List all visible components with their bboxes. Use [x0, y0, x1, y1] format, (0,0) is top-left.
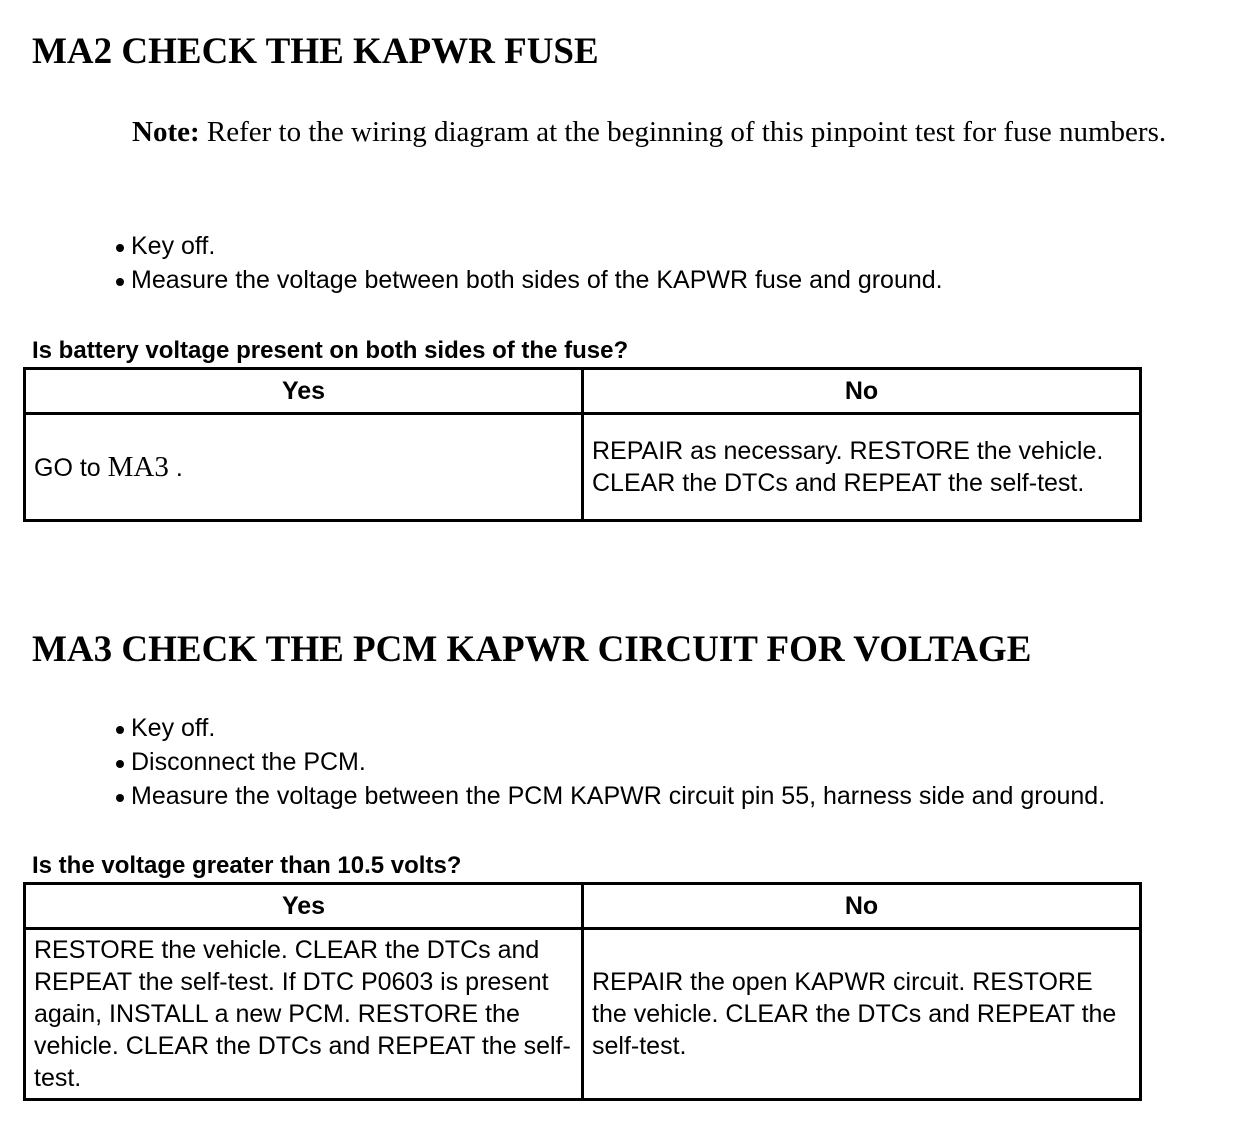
ma3-no-cell: REPAIR the open KAPWR circuit. RESTORE the vehicle. CLEAR the DTCs and REPEAT the self-test. [583, 929, 1141, 1100]
ma3-result-table [23, 882, 1142, 1101]
ma2-step-key-off: Key off. [114, 229, 943, 263]
ma3-link[interactable]: MA3 [107, 450, 169, 483]
no-header: No [583, 369, 1141, 414]
table-row [25, 929, 1141, 1100]
ma2-question: Is battery voltage present on both sides of the fuse? [32, 337, 629, 364]
note-text: Refer to the wiring diagram at the beginning of this pinpoint test for fuse numbers. [199, 116, 1167, 148]
yes-suffix: . [168, 453, 183, 482]
no-header: No [583, 884, 1141, 929]
table-row [25, 414, 1141, 521]
ma3-heading: MA3 CHECK THE PCM KAPWR CIRCUIT FOR VOLTAGE [32, 629, 1032, 670]
table-header-row [25, 369, 1141, 414]
ma3-question: Is the voltage greater than 10.5 volts? [32, 852, 462, 879]
ma3-yes-cell: RESTORE the vehicle. CLEAR the DTCs and REPEAT the self-test. If DTC P0603 is present again, INSTALL a new PCM. RESTORE the vehicle. CLEAR the DTCs and REPEAT the self-test. [25, 929, 583, 1100]
yes-prefix: GO to [34, 453, 108, 482]
ma2-no-cell: REPAIR as necessary. RESTORE the vehicle. CLEAR the DTCs and REPEAT the self-test. [583, 414, 1141, 521]
ma3-step-disconnect-pcm: Disconnect the PCM. [114, 745, 1105, 779]
yes-header: Yes [25, 369, 583, 414]
yes-header: Yes [25, 884, 583, 929]
ma2-step-measure-fuse: Measure the voltage between both sides of the KAPWR fuse and ground. [114, 263, 943, 297]
ma2-heading: MA2 CHECK THE KAPWR FUSE [32, 31, 599, 72]
ma3-step-list [114, 711, 1105, 813]
ma2-step-list [114, 229, 943, 297]
note-label: Note: [132, 116, 200, 148]
table-header-row [25, 884, 1141, 929]
ma2-result-table [23, 367, 1142, 522]
ma2-yes-cell [25, 414, 583, 521]
ma3-step-measure-circuit: Measure the voltage between the PCM KAPWR circuit pin 55, harness side and ground. [114, 779, 1105, 813]
ma2-note [132, 113, 1212, 152]
ma3-step-key-off: Key off. [114, 711, 1105, 745]
